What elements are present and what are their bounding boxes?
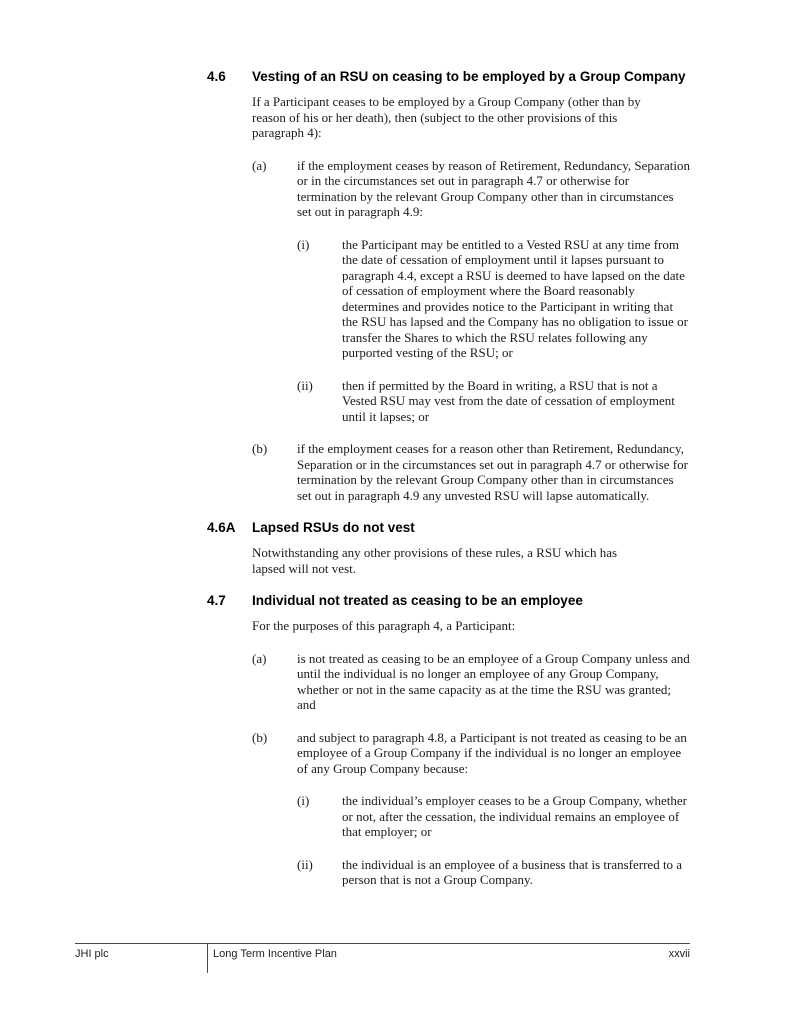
document-content [207,69,691,905]
section-title: Lapsed RSUs do not vest [252,520,415,535]
sub-item-ii [297,857,691,888]
list-item-b [252,441,691,503]
sub-item-marker: (i) [297,793,310,808]
list-item-body [297,730,691,888]
list-item-body [297,441,691,503]
section-title: Vesting of an RSU on ceasing to be employed by a Group Company [252,69,686,84]
list-marker: (b) [252,441,268,456]
section-4-6 [207,69,691,503]
section-heading [207,593,691,608]
sub-item-body [342,237,691,361]
section-intro: If a Participant ceases to be employed by a Group Company (other than by reason of his or her death), then (subject to the other provisions of this paragraph 4): [252,94,641,140]
sub-item-i [297,793,691,840]
sub-item-i [297,237,691,361]
sub-item-body [342,378,691,425]
section-intro: For the purposes of this paragraph 4, a Participant: [252,618,516,633]
footer-company: JHI plc [75,948,109,960]
section-title: Individual not treated as ceasing to be an employee [252,593,583,608]
list-marker: (a) [252,650,267,666]
list-item-text: if the employment ceases by reason of Retirement, Redundancy, Separation or in the circumstances set out in paragraph 4.7 or otherwise for termination by the relevant Group Company other than in circumstances set out in paragraph 4.9: [297,157,691,219]
footer-plan-title: Long Term Incentive Plan [213,948,337,960]
sub-item-marker: (i) [297,236,310,252]
sub-item-text: the individual is an employee of a business that is transferred to a person that is not a Group Company. [342,856,683,887]
sub-item-body [342,857,691,888]
list-item-text: if the employment ceases for a reason other than Retirement, Redundancy, Separation or in the circumstances set out in paragraph 4.7 or otherwise for termination by the relevant Group Company other than in circumstances set out in paragraph 4.9 any unvested RSU will lapse automatically. [297,441,688,503]
sub-item-ii [297,378,691,425]
section-4-7 [207,593,691,888]
sub-item-text: the individual’s employer ceases to be a Group Company, whether or not, after the cessation, the individual remains an employee of that employer; or [342,793,688,839]
footer-separator [207,943,208,973]
list-item-text: and subject to paragraph 4.8, a Participant is not treated as ceasing to be an employee of a Group Company if the individual is no longer an employee of any Group Company because: [297,729,687,776]
sub-item-marker: (ii) [297,377,313,393]
section-intro: Notwithstanding any other provisions of these rules, a RSU which has lapsed will not vest. [252,545,618,576]
sub-item-text: then if permitted by the Board in writing, a RSU that is not a Vested RSU may vest from the date of cessation of employment until it lapses; or [342,377,675,424]
list-marker: (a) [252,157,267,173]
footer-page-number: xxvii [668,948,690,960]
section-number: 4.7 [207,593,226,608]
list-item-body [297,651,691,713]
section-number: 4.6 [207,69,226,84]
list-item-a [252,158,691,425]
section-heading [207,520,691,535]
list-item-body [297,158,691,425]
sub-item-marker: (ii) [297,856,313,872]
list-item-text: is not treated as ceasing to be an employee of a Group Company unless and until the individual is no longer an employee of any Group Company, whether or not in the same capacity as at the time the RSU was granted; and [297,650,690,712]
list-item-b [252,730,691,888]
sub-item-text: the Participant may be entitled to a Vested RSU at any time from the date of cessation of employment until it lapses pursuant to paragraph 4.4, except a RSU is deemed to have lapsed on the date of cessation of employment where the Board reasonably determines and provides notice to the Participant in writing that the RSU has lapsed and the Company has no obligation to issue or transfer the Shares to which the RSU relates following any purported vesting of the RSU; or [342,236,688,360]
section-number: 4.6A [207,520,236,535]
list-marker: (b) [252,729,268,745]
section-4-6a [207,520,691,576]
sub-item-body [342,793,691,840]
footer-divider [75,943,690,944]
list-item-a [252,651,691,713]
section-heading [207,69,691,84]
